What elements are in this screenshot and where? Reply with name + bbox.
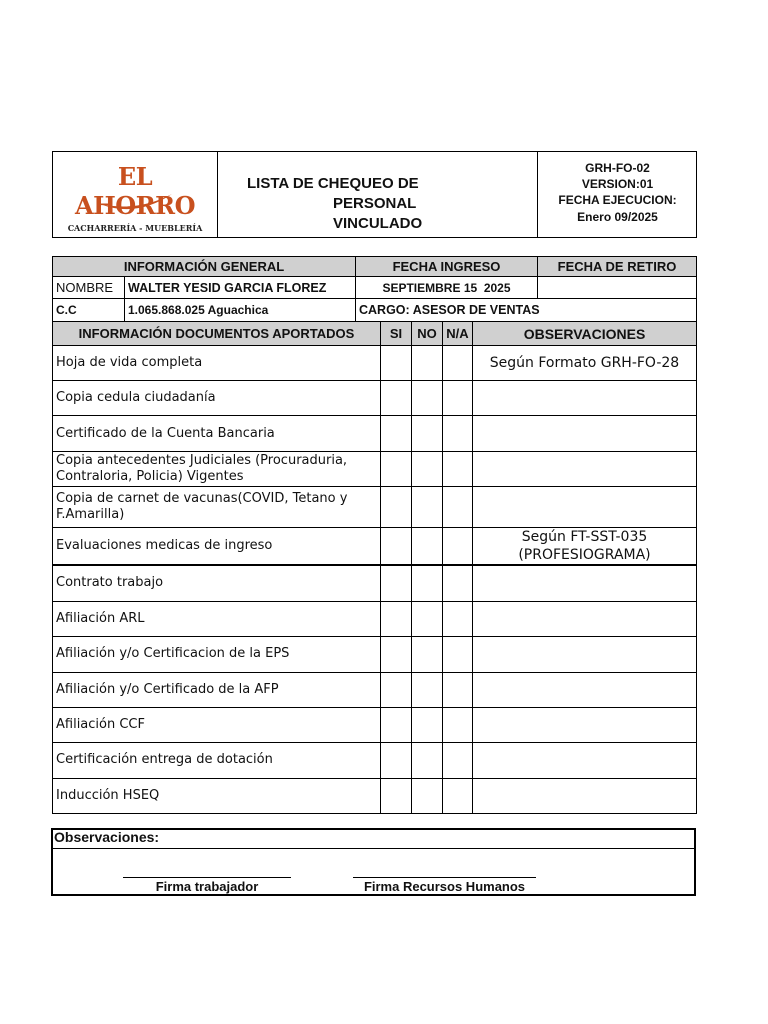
company-logo <box>56 158 214 236</box>
cc-label: C.C <box>52 298 125 322</box>
fecha-retiro-value <box>537 276 697 299</box>
firma-trabajador-label: Firma trabajador <box>155 879 259 894</box>
check-si[interactable] <box>381 778 412 813</box>
item-label: Contrato trabajo <box>53 565 381 601</box>
check-na[interactable] <box>443 487 473 528</box>
item-observation <box>473 707 697 742</box>
check-si[interactable] <box>381 381 412 416</box>
check-no[interactable] <box>412 416 443 452</box>
check-si[interactable] <box>381 742 412 778</box>
check-si[interactable] <box>381 416 412 452</box>
item-label: Afiliación y/o Certificado de la AFP <box>53 672 381 707</box>
table-row <box>53 601 697 636</box>
col-na-header: N/A <box>442 321 473 346</box>
observaciones-label: Observaciones: <box>54 829 160 845</box>
item-label: Copia antecedentes Judiciales (Procuraduria, Contraloria, Policia) Vigentes <box>53 452 381 487</box>
check-si[interactable] <box>381 707 412 742</box>
check-no[interactable] <box>412 742 443 778</box>
item-observation <box>473 565 697 601</box>
check-no[interactable] <box>412 565 443 601</box>
cargo-label: CARGO: ASESOR DE VENTAS <box>355 298 697 322</box>
check-na[interactable] <box>443 742 473 778</box>
table-row <box>53 346 697 381</box>
table-row <box>53 452 697 487</box>
check-na[interactable] <box>443 636 473 672</box>
form-version: VERSION:01 <box>581 177 654 191</box>
item-observation <box>473 672 697 707</box>
check-si[interactable] <box>381 487 412 528</box>
check-no[interactable] <box>412 601 443 636</box>
check-na[interactable] <box>443 346 473 381</box>
logo-title: EL AHORRO <box>75 162 195 220</box>
signature-line-worker <box>123 877 291 878</box>
check-si[interactable] <box>381 601 412 636</box>
check-no[interactable] <box>412 778 443 813</box>
check-no[interactable] <box>412 346 443 381</box>
table-row <box>53 381 697 416</box>
check-na[interactable] <box>443 452 473 487</box>
check-si[interactable] <box>381 565 412 601</box>
item-label: Afiliación CCF <box>53 707 381 742</box>
logo-swoosh-icon <box>96 192 176 214</box>
logo-subtitle: CACHARRERÍA - MUEBLERÍA <box>67 223 203 233</box>
item-observation <box>473 452 697 487</box>
form-title-line2: PERSONAL <box>333 195 417 212</box>
col-observaciones-header: OBSERVACIONES <box>472 321 697 346</box>
cc-value: 1.065.868.025 Aguachica <box>124 298 356 322</box>
check-no[interactable] <box>412 381 443 416</box>
check-si[interactable] <box>381 528 412 566</box>
fecha-retiro-header: FECHA DE RETIRO <box>537 256 697 277</box>
check-na[interactable] <box>443 381 473 416</box>
form-code: GRH-FO-02 <box>585 161 650 175</box>
item-observation: Según Formato GRH-FO-28 <box>473 346 697 381</box>
nombre-label: NOMBRE <box>52 276 125 299</box>
item-observation <box>473 601 697 636</box>
observaciones-input[interactable] <box>53 849 694 876</box>
item-observation <box>473 487 697 528</box>
item-observation <box>473 381 697 416</box>
nombre-value: WALTER YESID GARCIA FLOREZ <box>124 276 356 299</box>
table-row <box>53 672 697 707</box>
item-observation <box>473 742 697 778</box>
item-label: Certificación entrega de dotación <box>53 742 381 778</box>
check-na[interactable] <box>443 416 473 452</box>
firma-rrhh-label: Firma Recursos Humanos <box>363 879 526 894</box>
item-label: Afiliación ARL <box>53 601 381 636</box>
table-row <box>53 742 697 778</box>
check-no[interactable] <box>412 636 443 672</box>
check-na[interactable] <box>443 601 473 636</box>
check-na[interactable] <box>443 528 473 566</box>
item-observation <box>473 416 697 452</box>
item-label: Afiliación y/o Certificacion de la EPS <box>53 636 381 672</box>
fecha-ejecucion-value: Enero 09/2025 <box>577 210 658 224</box>
signature-line-rrhh <box>353 877 536 878</box>
check-na[interactable] <box>443 778 473 813</box>
table-row <box>53 528 697 566</box>
form-title <box>218 174 536 236</box>
table-row <box>53 778 697 813</box>
form-title-line1: LISTA DE CHEQUEO DE <box>247 175 419 192</box>
check-na[interactable] <box>443 707 473 742</box>
check-no[interactable] <box>412 528 443 566</box>
check-si[interactable] <box>381 672 412 707</box>
fecha-ingreso-value: SEPTIEMBRE 15 2025 <box>355 276 538 299</box>
check-no[interactable] <box>412 452 443 487</box>
col-no-header: NO <box>411 321 443 346</box>
item-label: Copia de carnet de vacunas(COVID, Tetano y F.Amarilla) <box>53 487 381 528</box>
form-meta <box>538 160 697 225</box>
check-no[interactable] <box>412 707 443 742</box>
item-label: Copia cedula ciudadanía <box>53 381 381 416</box>
check-no[interactable] <box>412 487 443 528</box>
item-observation: Según FT-SST-035 (PROFESIOGRAMA) <box>473 528 697 566</box>
documentos-header: INFORMACIÓN DOCUMENTOS APORTADOS <box>52 321 381 346</box>
col-si-header: SI <box>380 321 412 346</box>
info-general-header: INFORMACIÓN GENERAL <box>52 256 356 277</box>
check-na[interactable] <box>443 565 473 601</box>
form-title-line3: VINCULADO <box>333 215 423 232</box>
item-label: Certificado de la Cuenta Bancaria <box>53 416 381 452</box>
item-label: Hoja de vida completa <box>53 346 381 381</box>
check-no[interactable] <box>412 672 443 707</box>
documents-table <box>52 345 697 814</box>
item-label: Evaluaciones medicas de ingreso <box>53 528 381 566</box>
table-row <box>53 565 697 601</box>
fecha-ejecucion-label: FECHA EJECUCION: <box>558 193 677 207</box>
item-observation <box>473 636 697 672</box>
table-row <box>53 487 697 528</box>
check-si[interactable] <box>381 452 412 487</box>
item-label: Inducción HSEQ <box>53 778 381 813</box>
fecha-ingreso-header: FECHA INGRESO <box>355 256 538 277</box>
check-si[interactable] <box>381 636 412 672</box>
item-observation <box>473 778 697 813</box>
table-row <box>53 636 697 672</box>
check-si[interactable] <box>381 346 412 381</box>
table-row <box>53 416 697 452</box>
table-row <box>53 707 697 742</box>
check-na[interactable] <box>443 672 473 707</box>
